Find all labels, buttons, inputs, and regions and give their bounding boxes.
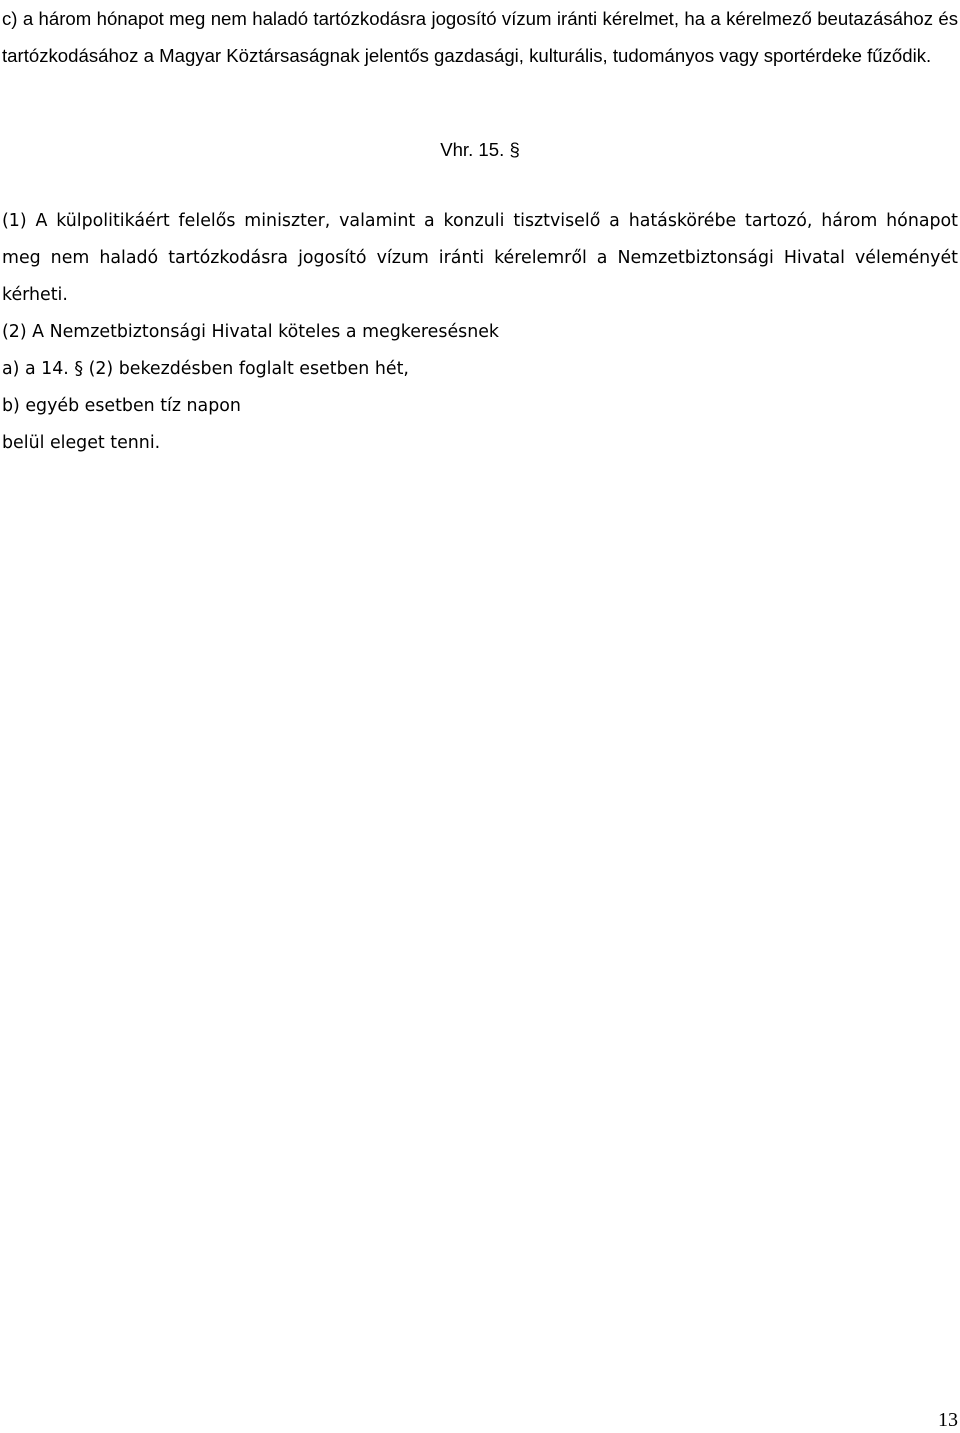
page-number: 13 <box>938 1409 958 1431</box>
paragraph-2: (2) A Nemzetbiztonsági Hivatal köteles a megkeresésnek <box>2 322 499 342</box>
list-item-a: a) a 14. § (2) bekezdésben foglalt esetben hét, <box>2 359 409 379</box>
list-item-b: b) egyéb esetben tíz napon <box>2 396 241 416</box>
paragraph-c-item: c) a három hónapot meg nem haladó tartózkodásra jogosító vízum iránti kérelmet, ha a kérelmező beutazásához és tartózkodásához a Magyar Köztársaságnak jelentős gazdasági, kulturális, tudományos vagy sportérdeke fűződik. <box>2 8 958 66</box>
section-heading: Vhr. 15. § <box>440 139 520 160</box>
paragraph-2-end: belül eleget tenni. <box>2 433 161 453</box>
paragraph-1: (1) A külpolitikáért felelős miniszter, valamint a konzuli tisztviselő a hatáskörébe tartozó, három hónapot meg nem haladó tartózkodásra jogosító vízum iránti kérelemről a Nemzetbiztonsági Hivatal véleményét kérheti. <box>2 211 958 305</box>
